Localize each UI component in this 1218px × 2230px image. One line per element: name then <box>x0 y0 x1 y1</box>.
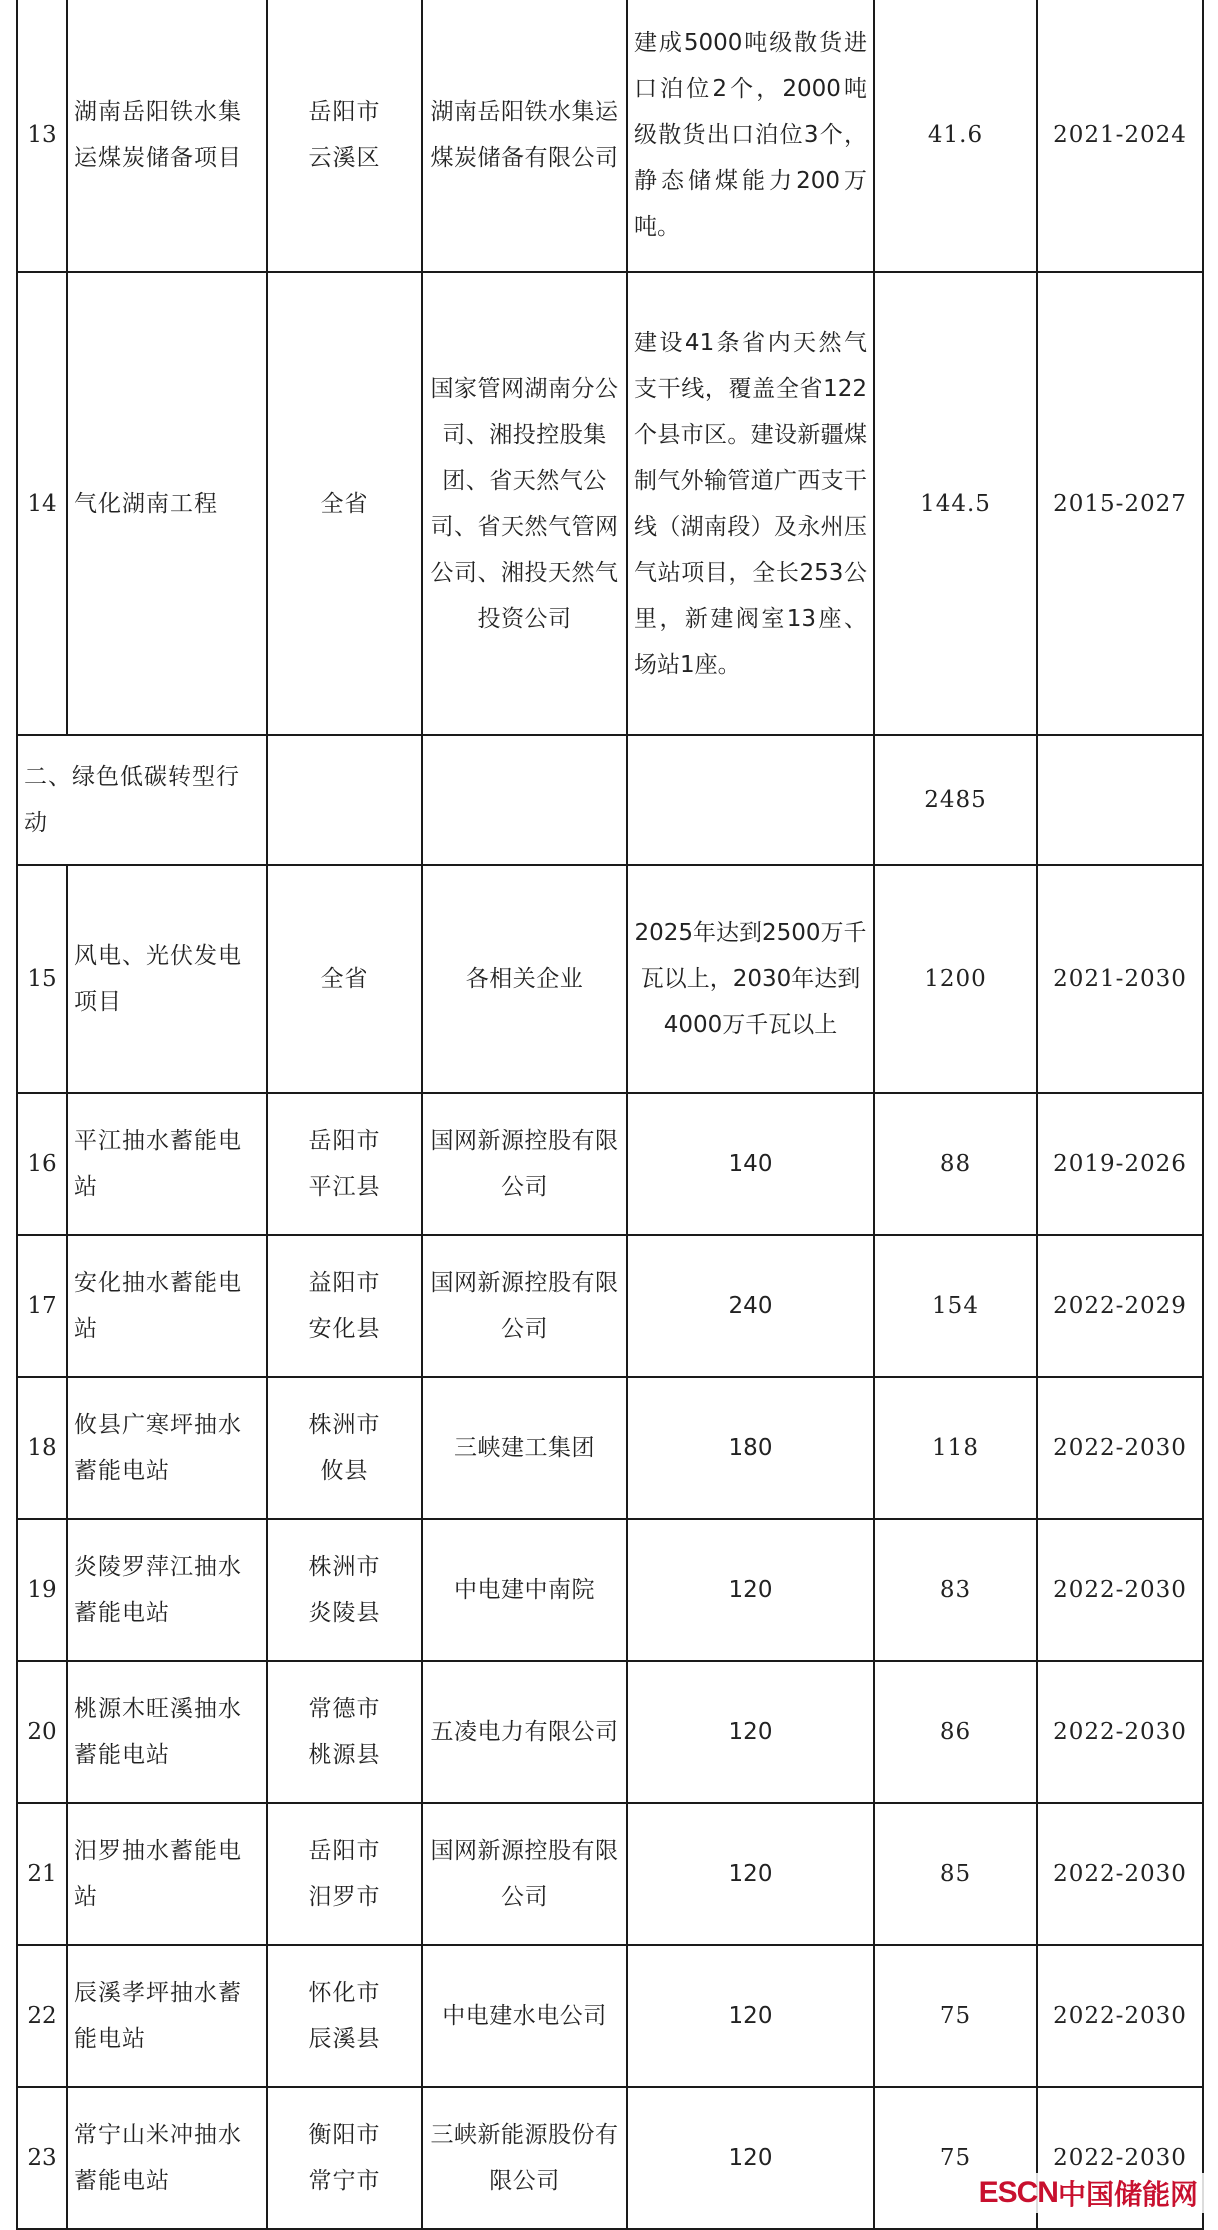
project-investment: 75 <box>874 1945 1037 2087</box>
section-row <box>17 735 1203 865</box>
row-number: 18 <box>17 1377 67 1519</box>
escn-watermark <box>973 2173 1204 2213</box>
project-scale: 120 <box>627 1945 874 2087</box>
project-table <box>16 0 1204 2230</box>
project-period: 2015-2027 <box>1037 272 1203 735</box>
project-name: 辰溪孝坪抽水蓄能电站 <box>67 1945 267 2087</box>
project-scale: 240 <box>627 1235 874 1377</box>
project-investment: 83 <box>874 1519 1037 1661</box>
project-owner: 国家管网湖南分公司、湘投控股集团、省天然气公司、省天然气管网公司、湘投天然气投资公司 <box>422 272 627 735</box>
project-location <box>267 272 422 735</box>
location-district: 云溪区 <box>308 144 381 171</box>
project-period: 2021-2024 <box>1037 0 1203 272</box>
project-period: 2022-2030 <box>1037 1945 1203 2087</box>
empty-cell <box>627 735 874 865</box>
project-investment: 75 <box>874 2087 1037 2229</box>
project-investment: 1200 <box>874 865 1037 1093</box>
location-city: 岳阳市 <box>308 1128 381 1154</box>
project-period: 2019-2026 <box>1037 1093 1203 1235</box>
project-investment: 85 <box>874 1803 1037 1945</box>
project-name: 桃源木旺溪抽水蓄能电站 <box>67 1661 267 1803</box>
table-row <box>17 1519 1203 1661</box>
location-district: 攸县 <box>320 1458 369 1484</box>
project-name: 安化抽水蓄能电站 <box>67 1235 267 1377</box>
location-city: 全省 <box>320 966 369 992</box>
location-city: 全省 <box>320 490 369 517</box>
project-owner: 三峡新能源股份有限公司 <box>422 2087 627 2229</box>
project-owner: 各相关企业 <box>422 865 627 1093</box>
project-location <box>267 0 422 272</box>
location-district: 平江县 <box>308 1174 381 1200</box>
project-name: 风电、光伏发电项目 <box>67 865 267 1093</box>
project-location <box>267 1945 422 2087</box>
project-location <box>267 1519 422 1661</box>
project-scale: 140 <box>627 1093 874 1235</box>
project-investment: 41.6 <box>874 0 1037 272</box>
project-scale: 120 <box>627 1661 874 1803</box>
row-number: 22 <box>17 1945 67 2087</box>
project-scale: 120 <box>627 1803 874 1945</box>
project-period: 2022-2030 <box>1037 1377 1203 1519</box>
project-period: 2022-2030 <box>1037 2087 1203 2229</box>
section-investment: 2485 <box>874 735 1037 865</box>
location-city: 岳阳市 <box>308 98 381 125</box>
project-scale: 建成5000吨级散货进口泊位2个，2000吨级散货出口泊位3个，静态储煤能力200万吨。 <box>627 0 874 272</box>
project-owner: 中电建中南院 <box>422 1519 627 1661</box>
project-period: 2022-2030 <box>1037 1661 1203 1803</box>
table-row <box>17 865 1203 1093</box>
location-city: 株洲市 <box>308 1554 381 1580</box>
location-city: 衡阳市 <box>308 2122 381 2148</box>
project-name: 平江抽水蓄能电站 <box>67 1093 267 1235</box>
location-city: 常德市 <box>308 1696 381 1722</box>
project-owner: 湖南岳阳铁水集运煤炭储备有限公司 <box>422 0 627 272</box>
row-number: 19 <box>17 1519 67 1661</box>
location-district: 辰溪县 <box>308 2026 381 2052</box>
table-row <box>17 1235 1203 1377</box>
empty-cell <box>267 735 422 865</box>
table-row <box>17 1661 1203 1803</box>
location-district: 安化县 <box>308 1316 381 1342</box>
empty-cell <box>1037 735 1203 865</box>
watermark-latin: ESCN <box>978 2176 1058 2209</box>
row-number: 23 <box>17 2087 67 2229</box>
project-location <box>267 1803 422 1945</box>
project-scale: 建设41条省内天然气支干线，覆盖全省122个县市区。建设新疆煤制气外输管道广西支干线（湖南段）及永州压气站项目，全长253公里，新建阀室13座、场站1座。 <box>627 272 874 735</box>
project-name: 湖南岳阳铁水集运煤炭储备项目 <box>67 0 267 272</box>
project-period: 2022-2030 <box>1037 1803 1203 1945</box>
empty-cell <box>422 735 627 865</box>
project-investment: 86 <box>874 1661 1037 1803</box>
location-district: 汨罗市 <box>308 1884 381 1910</box>
table-row <box>17 1945 1203 2087</box>
location-city: 株洲市 <box>308 1412 381 1438</box>
project-scale: 180 <box>627 1377 874 1519</box>
project-location <box>267 1377 422 1519</box>
table-row <box>17 1803 1203 1945</box>
row-number: 13 <box>17 0 67 272</box>
watermark-cn: 中国储能网 <box>1057 2178 1198 2211</box>
table-row <box>17 272 1203 735</box>
project-scale: 120 <box>627 1519 874 1661</box>
table-row <box>17 1377 1203 1519</box>
project-name: 常宁山米冲抽水蓄能电站 <box>67 2087 267 2229</box>
project-name: 气化湖南工程 <box>67 272 267 735</box>
project-investment: 144.5 <box>874 272 1037 735</box>
section-title: 二、绿色低碳转型行动 <box>17 735 267 865</box>
project-location <box>267 1235 422 1377</box>
project-period: 2022-2029 <box>1037 1235 1203 1377</box>
project-name: 攸县广寒坪抽水蓄能电站 <box>67 1377 267 1519</box>
location-district: 桃源县 <box>308 1742 381 1768</box>
project-owner: 三峡建工集团 <box>422 1377 627 1519</box>
project-owner: 五凌电力有限公司 <box>422 1661 627 1803</box>
location-city: 岳阳市 <box>308 1838 381 1864</box>
row-number: 14 <box>17 272 67 735</box>
project-name: 汨罗抽水蓄能电站 <box>67 1803 267 1945</box>
project-period: 2021-2030 <box>1037 865 1203 1093</box>
project-investment: 88 <box>874 1093 1037 1235</box>
row-number: 16 <box>17 1093 67 1235</box>
project-location <box>267 2087 422 2229</box>
project-location <box>267 1661 422 1803</box>
project-owner: 国网新源控股有限公司 <box>422 1803 627 1945</box>
row-number: 17 <box>17 1235 67 1377</box>
location-district: 常宁市 <box>308 2168 381 2194</box>
row-number: 21 <box>17 1803 67 1945</box>
project-scale: 120 <box>627 2087 874 2229</box>
project-period: 2022-2030 <box>1037 1519 1203 1661</box>
location-district: 炎陵县 <box>308 1600 381 1626</box>
table-row <box>17 1093 1203 1235</box>
project-location <box>267 1093 422 1235</box>
location-city: 益阳市 <box>308 1270 381 1296</box>
project-name: 炎陵罗萍江抽水蓄能电站 <box>67 1519 267 1661</box>
row-number: 15 <box>17 865 67 1093</box>
table-row <box>17 0 1203 272</box>
project-investment: 118 <box>874 1377 1037 1519</box>
project-owner: 国网新源控股有限公司 <box>422 1093 627 1235</box>
project-investment: 154 <box>874 1235 1037 1377</box>
location-city: 怀化市 <box>308 1980 381 2006</box>
row-number: 20 <box>17 1661 67 1803</box>
project-location <box>267 865 422 1093</box>
project-scale: 2025年达到2500万千瓦以上，2030年达到4000万千瓦以上 <box>627 865 874 1093</box>
project-owner: 国网新源控股有限公司 <box>422 1235 627 1377</box>
project-owner: 中电建水电公司 <box>422 1945 627 2087</box>
